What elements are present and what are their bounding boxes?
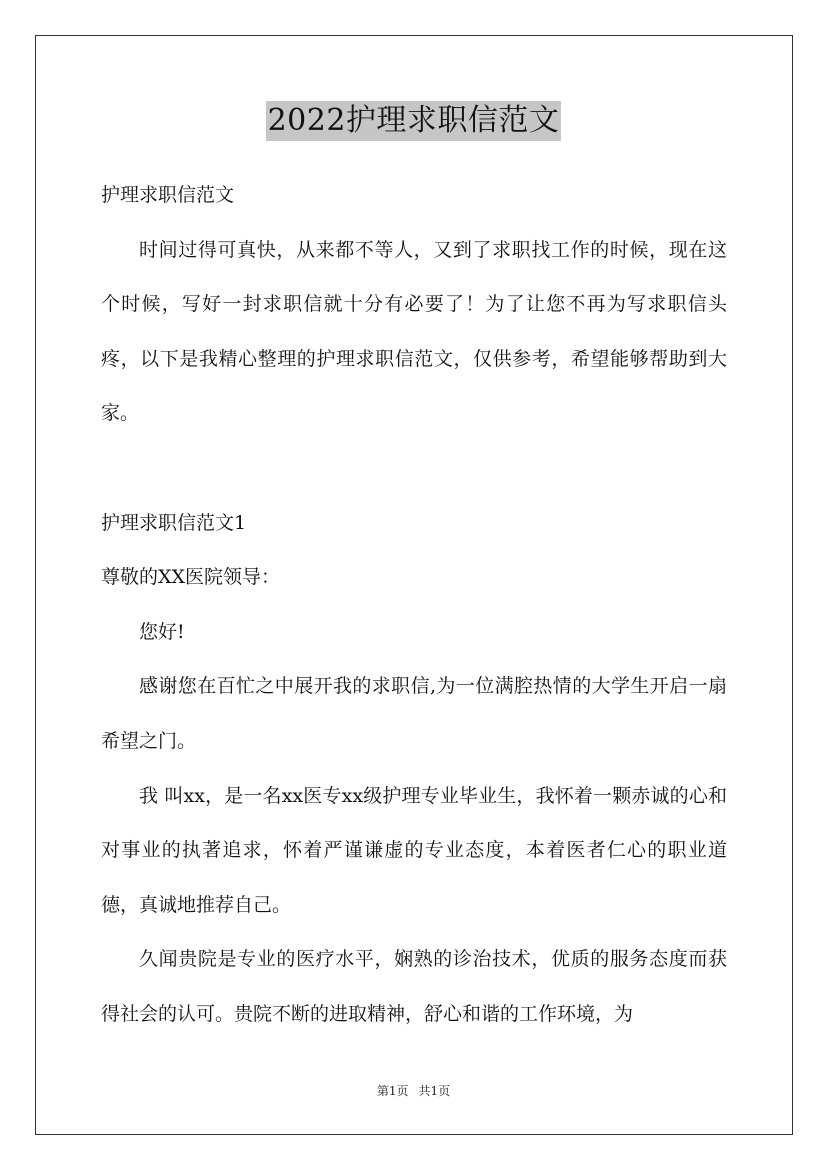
section-heading: 护理求职信范文 xyxy=(101,184,235,206)
page-total: 共1页 xyxy=(418,1084,451,1098)
intro-paragraph: 时间过得可真快，从来都不等人，又到了求职找工作的时候，现在这个时候，写好一封求职信就十分有必要了！为了让您不再为写求职信头疼，以下是我精心整理的护理求职信范文，仅供参考，希望能够帮助到大家。 xyxy=(101,238,727,425)
body-paragraph: 感谢您在百忙之中展开我的求职信,为一位满腔热情的大学生开启一扇希望之门。 xyxy=(101,675,727,752)
document-title: 2022护理求职信范文 xyxy=(266,101,562,141)
body-paragraph: 我 叫xx，是一名xx医专xx级护理专业毕业生，我怀着一颗赤诚的心和对事业的执著追求，怀着严谨谦虚的专业态度，本着医者仁心的职业道德，真诚地推荐自己。 xyxy=(101,784,727,916)
blank-line xyxy=(101,441,727,496)
body-paragraph: 久闻贵院是专业的医疗水平，娴熟的诊治技术，优质的服务态度而获得社会的认可。贵院不断的进取精神，舒心和谐的工作环境，为 xyxy=(101,948,727,1025)
salutation: 尊敬的XX医院领导： xyxy=(101,566,281,589)
letter-heading: 护理求职信范文1 xyxy=(101,511,247,534)
page-footer xyxy=(0,1083,827,1099)
page-number: 第1页 xyxy=(376,1084,409,1098)
document-body xyxy=(101,168,727,1042)
title-container xyxy=(0,101,827,141)
greeting: 您好! xyxy=(139,620,185,643)
